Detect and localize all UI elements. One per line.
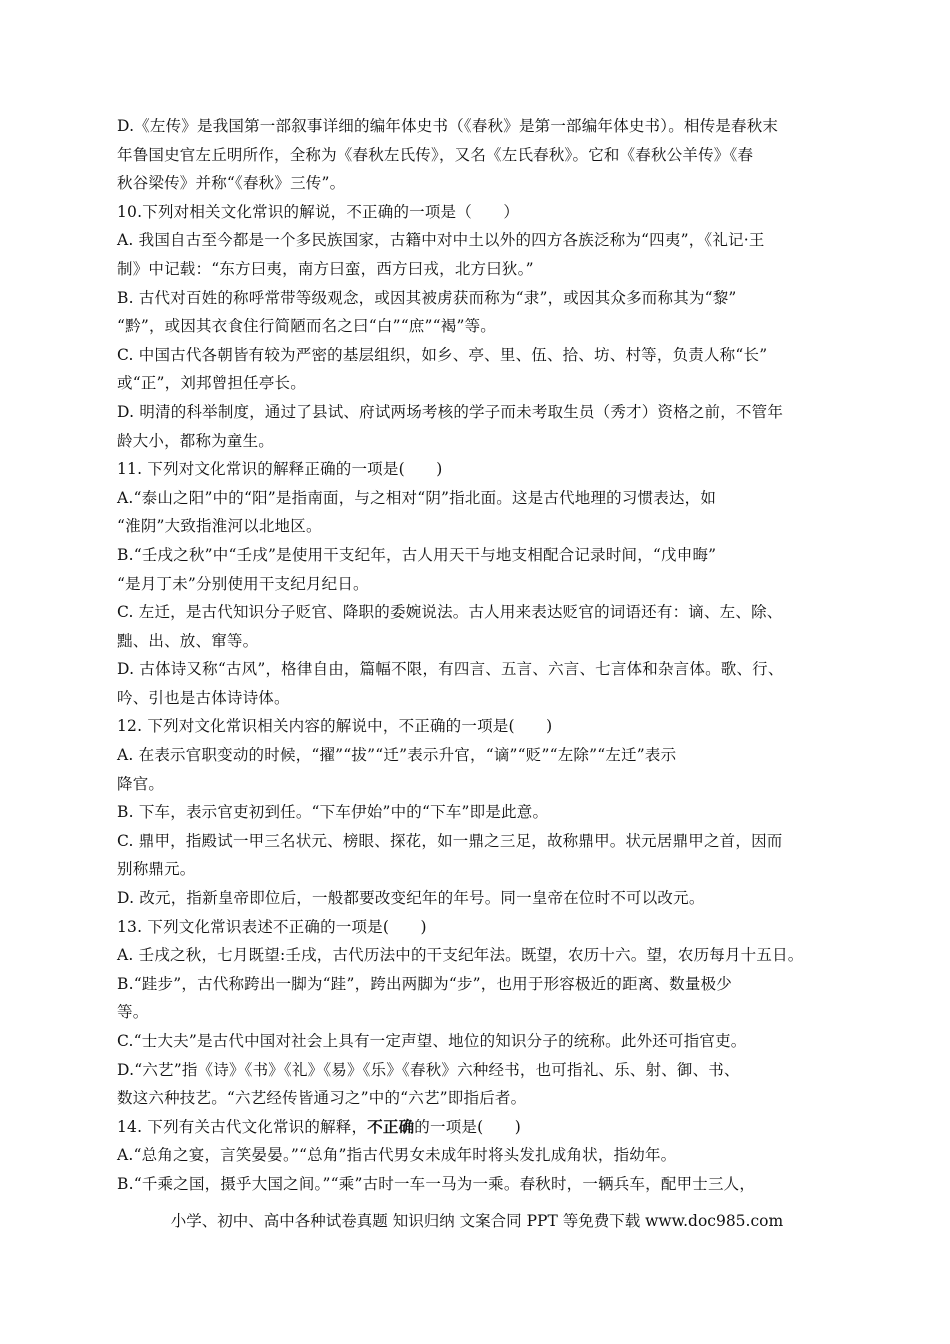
text-line: C. 鼎甲，指殿试一甲三名状元、榜眼、探花，如一鼎之三足，故称鼎甲。状元居鼎甲之首，因而 xyxy=(117,831,783,850)
text-line: 13. 下列文化常识表述不正确的一项是( ) xyxy=(117,917,427,936)
text-line: C.“士大夫”是古代中国对社会上具有一定声望、地位的知识分子的统称。此外还可指官吏。 xyxy=(117,1032,747,1050)
text-line: 12. 下列对文化常识相关内容的解说中，不正确的一项是( ) xyxy=(117,717,553,736)
text-line: A. 我国自古至今都是一个多民族国家，古籍中对中土以外的四方各族泛称为“四夷”，《礼记·王 xyxy=(117,231,765,250)
text-line: 年鲁国史官左丘明所作，全称为《春秋左氏传》，又名《左氏春秋》。它和《春秋公羊传》《春 xyxy=(117,145,754,164)
text-line: B. 下车，表示官吏初到任。“下车伊始”中的“下车”即是此意。 xyxy=(117,803,549,822)
text-line: D.《左传》是我国第一部叙事详细的编年体史书（《春秋》是第一部编年体史书）。相传是春秋末 xyxy=(117,117,779,135)
question-14-heading xyxy=(117,1113,837,1142)
text-line: D. 古体诗又称“古风”，格律自由，篇幅不限，有四言、五言、六言、七言体和杂言体。歌、行、 xyxy=(117,660,784,679)
text-line: 等。 xyxy=(117,1003,149,1022)
text-line: 黜、出、放、窜等。 xyxy=(117,631,259,650)
text-line: 或“正”，刘邦曾担任亭长。 xyxy=(117,374,306,393)
question-14-text-end: 的一项是( ) xyxy=(414,1117,521,1136)
text-line: B. 古代对百姓的称呼常带等级观念，或因其被虏获而称为“隶”，或因其众多而称其为“黎” xyxy=(117,288,737,307)
text-line: B.“跬步”，古代称跨出一脚为“跬”，跨出两脚为“步”，也用于形容极近的距离、数量极少 xyxy=(117,974,732,993)
text-line: B.“千乘之国，摄乎大国之间。”“乘”古时一车一马为一乘。春秋时，一辆兵车，配甲士三人， xyxy=(117,1174,756,1193)
text-line: 吟、引也是古体诗诗体。 xyxy=(117,688,290,707)
question-14-emphasis: 不正确 xyxy=(367,1116,415,1136)
text-line: A.“泰山之阳”中的“阳”是指南面，与之相对“阴”指北面。这是古代地理的习惯表达，如 xyxy=(117,488,717,507)
text-line: “淮阴”大致指淮河以北地区。 xyxy=(117,517,322,536)
text-block xyxy=(117,112,837,1113)
text-line: “是月丁未”分别使用干支纪月纪日。 xyxy=(117,574,369,593)
text-line: C. 中国古代各朝皆有较为严密的基层组织，如乡、亭、里、伍、拾、坊、村等，负责人称“长” xyxy=(117,345,768,364)
text-line: 11. 下列对文化常识的解释正确的一项是( ) xyxy=(117,460,443,479)
text-line: D. 改元，指新皇帝即位后，一般都要改变纪年的年号。同一皇帝在位时不可以改元。 xyxy=(117,889,705,908)
text-line: 别称鼎元。 xyxy=(117,860,196,879)
text-line: B.“壬戌之秋”中“壬戌”是使用干支纪年，古人用天干与地支相配合记录时间，“戊申晦” xyxy=(117,545,717,564)
text-line: A.“总角之宴，言笑晏晏。”“总角”指古代男女未成年时将头发扎成角状，指幼年。 xyxy=(117,1146,677,1165)
question-14-text: 14. 下列有关古代文化常识的解释， xyxy=(117,1117,368,1136)
text-block-tail xyxy=(117,1141,837,1198)
text-line: A. 在表示官职变动的时候，“擢”“拔”“迁”表示升官，“谪”“贬”“左除”“左迁”表示 xyxy=(117,746,677,765)
text-line: 秋谷梁传》并称“《春秋》三传”。 xyxy=(117,174,346,193)
text-line: C. 左迁，是古代知识分子贬官、降职的委婉说法。古人用来表达贬官的词语还有：谪、左、除、 xyxy=(117,603,783,622)
text-line: D.“六艺”指《诗》《书》《礼》《易》《乐》《春秋》六种经书，也可指礼、乐、射、御、书、 xyxy=(117,1060,740,1079)
text-line: 10.下列对相关文化常识的解说，不正确的一项是（ ） xyxy=(117,202,520,221)
document-body xyxy=(117,112,837,1199)
text-line: 制》中记载：“东方曰夷，南方曰蛮，西方曰戎，北方曰狄。” xyxy=(117,259,534,278)
text-line: 降官。 xyxy=(117,774,165,793)
footer-note: 小学、初中、高中各种试卷真题 知识归纳 文案合同 PPT 等免费下载 www.doc985.com xyxy=(170,1212,784,1230)
text-line: 龄大小，都称为童生。 xyxy=(117,431,275,450)
text-line: D. 明清的科举制度，通过了县试、府试两场考核的学子而未考取生员（秀才）资格之前，不管年 xyxy=(117,402,784,421)
text-line: 数这六种技艺。“六艺经传皆通习之”中的“六艺”即指后者。 xyxy=(117,1089,527,1108)
text-line: “黔”，或因其衣食住行简陋而名之曰“白”“庶”“褐”等。 xyxy=(117,317,496,336)
text-line: A. 壬戌之秋，七月既望:壬戌，古代历法中的干支纪年法。既望，农历十六。望，农历每月十五日。 xyxy=(117,946,804,965)
